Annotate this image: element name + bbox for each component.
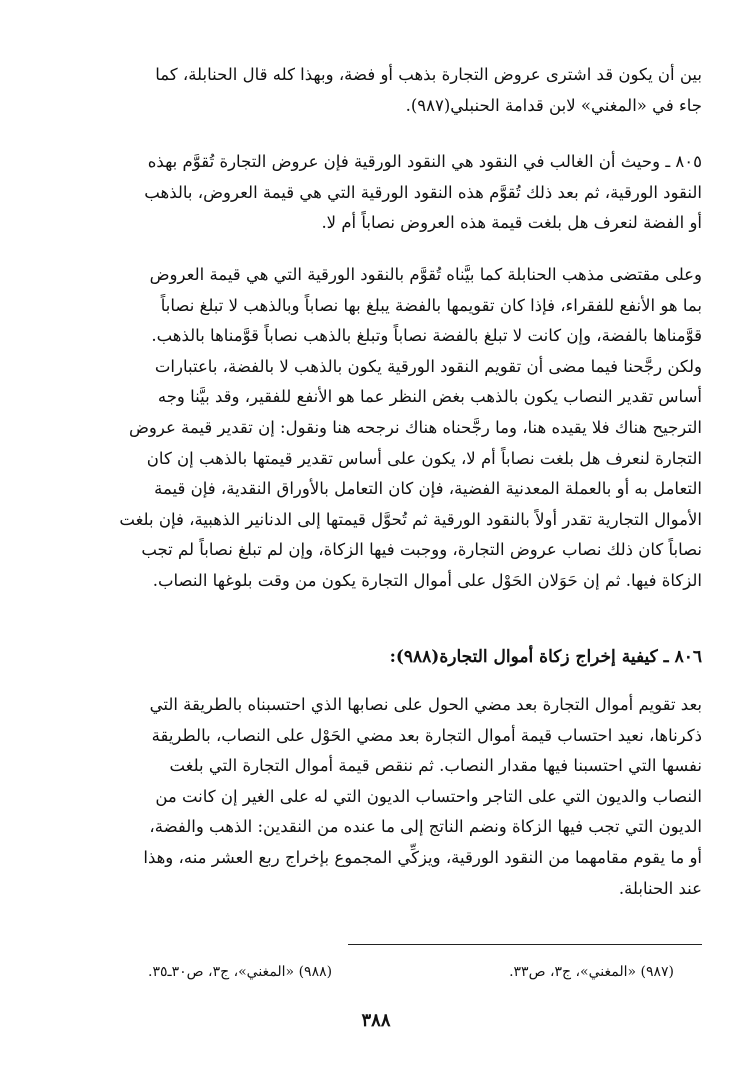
- paragraph-2: [48, 147, 702, 239]
- text-line: ولكن رجَّحنا فيما مضى أن تقويم النقود الورقية يكون بالذهب لا بالفضة، باعتبارات: [154, 356, 702, 376]
- text-line: أو الفضة لنعرف هل بلغت قيمة هذه العروض نصاباً أم لا.: [321, 213, 702, 233]
- text-line: الديون التي تجب فيها الزكاة ونضم الناتج إلى ما عنده من النقدين: الذهب والفضة،: [149, 817, 702, 837]
- paragraph-4: [48, 690, 702, 904]
- text-line: أساس تقدير النصاب يكون بالذهب بغض النظر عما هو الأنفع للفقير، وقد بيَّنا وجه: [157, 387, 702, 407]
- paragraph-3: [48, 260, 702, 597]
- text-line: نفسها التي احتسبنا فيها مقدار النصاب. ثم ننقص قيمة أموال التجارة التي بلغت: [169, 756, 702, 776]
- page-number: ٣٨٨: [361, 1010, 391, 1031]
- text-line: قوَّمناها بالفضة، وإن كانت لا تبلغ بالفضة نصاباً وتبلغ بالذهب نصاباً قوَّمناها بالذهب.: [151, 326, 702, 346]
- text-line: التجارة لنعرف هل بلغت نصاباً أم لا، يكون على أساس تقدير قيمتها بالذهب إن كان: [146, 448, 702, 468]
- footnote-987: (٩٨٧) «المغني»، ج٣، ص٣٣.: [509, 964, 674, 980]
- text-line: ٨٠٥ ـ وحيث أن الغالب في النقود هي النقود الورقية فإن عروض التجارة تُقوَّم بهذه: [147, 152, 702, 171]
- text-line: الترجيح هناك فلا يقيده هنا، وما رجَّحناه هناك نرجحه هنا ونقول: إن تقدير قيمة عروض: [128, 417, 702, 437]
- footnote-988: (٩٨٨) «المغني»، ج٣، ص٣٠ـ٣٥.: [148, 964, 333, 980]
- text-line: الزكاة فيها. ثم إن حَوَلان الحَوْل على أموال التجارة يكون من وقت بلوغها النصاب.: [152, 570, 702, 590]
- footnote-divider: [348, 944, 702, 945]
- text-line: الأموال التجارية تقدر أولاً بالنقود الورقية ثم تُحوَّل قيمتها إلى الدنانير الذهبية، فإن بلغت: [119, 509, 702, 529]
- text-line: ذكرناها، نعيد احتساب قيمة أموال التجارة بعد مضي الحَوْل على النصاب، بالطريقة: [151, 725, 702, 745]
- text-line: بين أن يكون قد اشترى عروض التجارة بذهب أو فضة، وبهذا كله قال الحنابلة، كما: [155, 65, 702, 84]
- section-heading: ٨٠٦ ـ كيفية إخراج زكاة أموال التجارة(٩٨٨):: [389, 647, 702, 667]
- text-line: جاء في «المغني» لابن قدامة الحنبلي(٩٨٧).: [405, 95, 702, 115]
- paragraph-1: [48, 60, 702, 121]
- text-line: نصاباً كان ذلك نصاب عروض التجارة، ووجبت فيها الزكاة، وإن لم تبلغ نصاباً لم تجب: [141, 540, 702, 560]
- text-line: النصاب والديون التي على التاجر واحتساب الديون التي له على الغير إن كانت من: [155, 786, 702, 806]
- text-line: عند الحنابلة.: [618, 878, 702, 898]
- text-line: أو ما يقوم مقامهما من النقود الورقية، ويزكِّي المجموع بإخراج ربع العشر منه، وهذا: [143, 847, 702, 867]
- text-line: بعد تقويم أموال التجارة بعد مضي الحول على نصابها الذي احتسبناه بالطريقة التي: [149, 695, 702, 714]
- text-line: التعامل به أو بالعملة المعدنية الفضية، فإن كان التعامل بالأوراق النقدية، فإن قيمة: [154, 479, 702, 499]
- text-line: بما هو الأنفع للفقراء، فإذا كان تقويمها بالفضة يبلغ بها نصاباً وبالذهب لا تبلغ نصاباً: [160, 295, 702, 315]
- text-line: وعلى مقتضى مذهب الحنابلة كما بيَّناه تُقوَّم بالنقود الورقية التي هي قيمة العروض: [149, 265, 702, 284]
- text-line: النقود الورقية، ثم بعد ذلك تُقوَّم هذه النقود الورقية التي هي قيمة العروض، بالذهب: [144, 182, 702, 202]
